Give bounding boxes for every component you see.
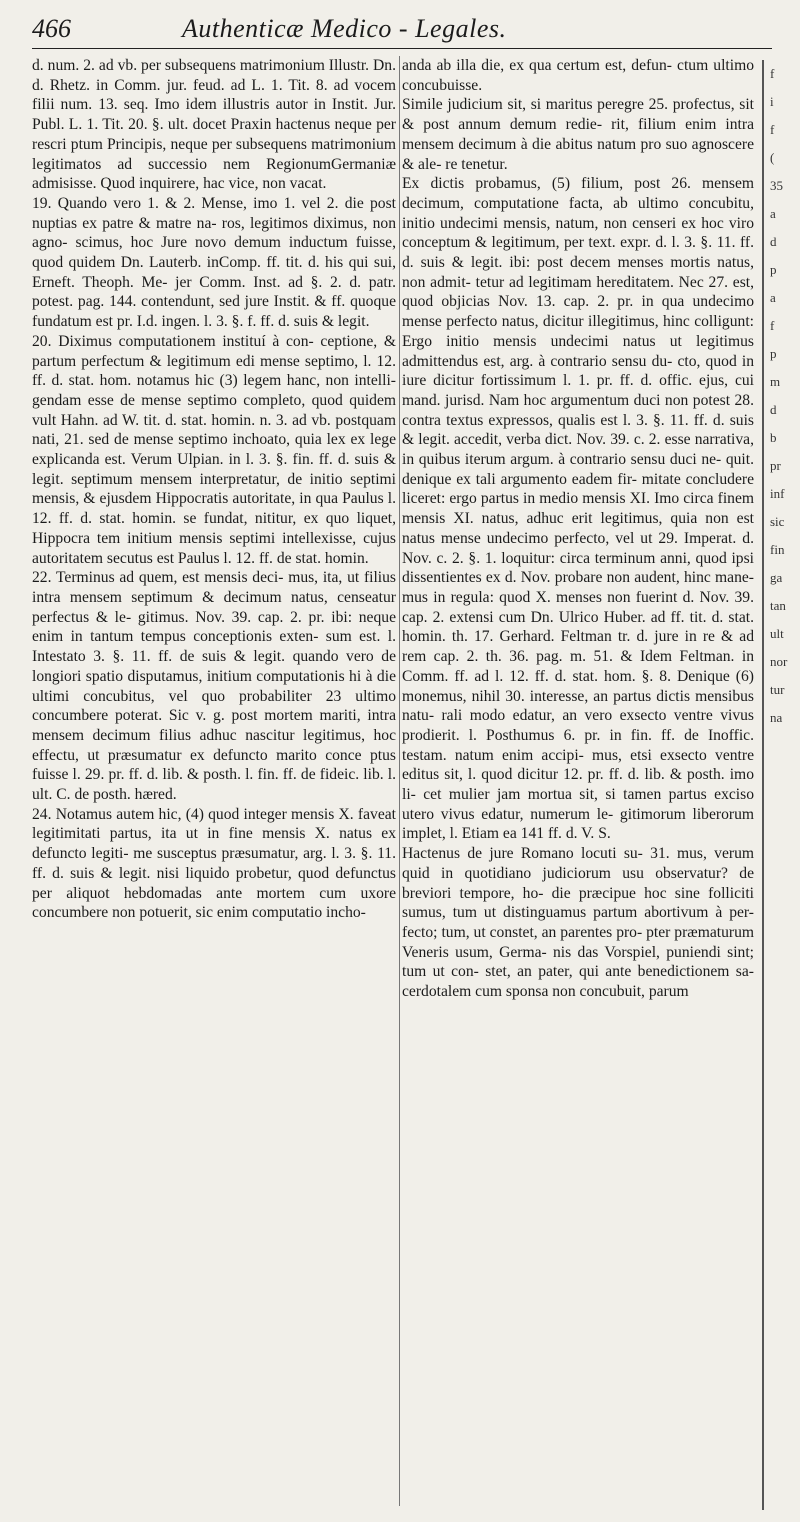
margin-fragment: f	[770, 66, 775, 81]
margin-fragment: nor	[770, 654, 788, 669]
margin-fragment: d	[770, 234, 777, 249]
margin-fragment: p	[770, 346, 777, 361]
right-column	[402, 56, 754, 1506]
paragraph: 19. Quando vero 1. & 2. Mense, imo 1. vel 2. die post nuptias ex patre & matre na- ros, legitimos diximus, non agno- scimus, hoc Jure novo demum inductum fuisse, quod quidem Dn. Lauterb. inComp. ff. tit. d. his qui sui, Erneft. Theoph. Me- jer Comm. Inst. ad §. 2. d. patr. potest. pag. 144. contendunt, sed jure Instit. & ff. quoque fundatum est pr. I.d. ingen. l. 3. §. f. ff. d. suis & legit.	[32, 194, 396, 331]
paragraph: 22. Terminus ad quem, est mensis deci- mus, ita, ut filius intra mensem septimum & decimum natus, censeatur perfectus & le- gitimus. Nov. 39. cap. 2. pr. ibi: neque enim in tantum tempus conceptionis exten- sum est. l. Intestato 3. §. 11. ff. de suis & legit. quando vero de longiori spatio disputamus, initium computationis hi à die ultimi concubitus, vel quo probabiliter 23 ultimo concumbere poterat. Sic v. g. post mortem mariti, intra mensem decimum filius adhuc nascitur legitimus, hoc effectu, ut præsumatur ex defuncto marito conce ptus fuisse l. 29. pr. ff. d. lib. & posth. l. fin. ff. de fideic. lib. l. ult. C. de posth. hæred.	[32, 569, 396, 804]
margin-fragment: (	[770, 150, 775, 165]
margin-fragment: tur	[770, 682, 785, 697]
facing-page-margin	[762, 60, 800, 1510]
margin-fragment: i	[770, 94, 774, 109]
margin-fragment: a	[770, 290, 776, 305]
margin-fragment: d	[770, 402, 777, 417]
margin-fragment: fin	[770, 542, 785, 557]
paragraph: anda ab illa die, ex qua certum est, defun- ctum ultimo concubuisse.	[402, 57, 754, 94]
margin-fragment: ult	[770, 626, 784, 641]
paragraph: 20. Diximus computationem instituí à con- ceptione, & partum perfectum & legitimum edi mense septimo, l. 12. ff. d. stat. hom. notamus hic (3) legem hanc, non intelli- gendam esse de mense septimo completo, quod quidem vult Hahn. ad W. tit. d. stat. homin. n. 3. ad vb. postquam nati, 21. sed de mense septimo inchoato, quia lex ex lege explicanda est. Verum Ulpian. in l. 3. §. fin. ff. d. suis & legit. septimum mensem interpretatur, de initio septimi mensis, & ejusdem Hippocratis autoritate, in qua Paulus l. 12. ff. d. stat. homin. se fundat, nititur, ex quo liquet, Hippocra tem initium mensis septimi intellexisse, cujus autoritatem secutus est Paulus l. 12. ff. de stat. homin.	[32, 332, 396, 567]
margin-fragment: a	[770, 206, 776, 221]
margin-fragment: sic	[770, 514, 785, 529]
margin-fragment: m	[770, 374, 781, 389]
paragraph: Ex dictis probamus, (5) filium, post 26. mensem decimum, computatione facta, ab ultimo concubitu, initio undecimi mensis, natum, non censeri ex hoc viro conceptum & legitimum, per text. expr. d. l. 3. §. 11. ff. d. suis & legit. ibi: post decem menses mortis natus, non admit- tetur ad legitimam hereditatem. Nec 27. est, quod objicias Nov. 13. cap. 2. pr. in qua undecimo mense perfecto natus, dicitur illegitimus, hinc colligunt: Ergo initio mensis undecimi natus ut legitimus admittendus est, arg. à contrario sensu du- cto, quod in iure dicitur fortissimum l. 1. pr. ff. d. offic. ejus, cui mand. jurisd. Nam hoc argumentum duci non potest 28. contra textus expressos, qualis est l. 3. §. 11. ff. d. suis & legit. accedit, verba dict. Nov. 39. c. 2. esse narrativa, in quibus iterum argum. à contrario sensu duci ne- quit. denique ex tali argumento eadem fir- mitate concludere liceret: ergo partus in medio mensis XI. Imo circa finem mensis XI. natus, adhuc erit legitimus, quia non est natus mense undecimo perfecto, vel ut 29. Imperat. d. Nov. c. 2. §. 1. loquitur: circa terminum anni, quod ipsi dissentientes ex d. Nov. probare non audent, hinc mane- mus in regula: quod X. menses non fuerint d. Nov. 39. cap. 2. extensi cum Dn. Ulrico Huber. ad ff. tit. d. stat. homin. th. 17. Gerhard. Feltman tr. d. jure in re & ad rem cap. 2. th. 36. pag. m. 51. & Idem Feltman. in Comm. ff. ad l. 12. ff. d. stat. hom. §. 8. Denique (6) monemus, nihil 30. interesse, an partus dictis mensibus natu- rali modo edatur, an vero exsecto ventre vivus prodierit. l. Posthumus 6. pr. in fin. ff. de Inoffic. testam. natum enim accipi- mus, etsi exsecto ventre editus sit, l. quod dicitur 12. pr. ff. d. lib. & posth. imo li- cet mulier jam mortua sit, si tamen partus exciso utero vivus edatur, numerum le- gitimorum liberorum implet, l. Etiam ea 141 ff. d. V. S.	[402, 175, 754, 843]
running-head: Authenticæ Medico - Legales.	[182, 14, 507, 43]
margin-fragment: f	[770, 318, 775, 333]
margin-fragment: tan	[770, 598, 786, 613]
page-header	[32, 12, 772, 49]
page-number: 466	[32, 14, 71, 43]
column-divider	[399, 56, 400, 1506]
margin-fragment: pr	[770, 458, 781, 473]
paragraph: Hactenus de jure Romano locuti su- 31. mus, verum quid in quotidiano judiciorum usu observatur? de breviori tempore, ho- die præcipue hoc sine folliciti sumus, tum ut distinguamus partum abortivum à per- fecto; tum, ut constet, an parentes pro- pter præmaturum Veneris usum, Germa- nis das Vorspiel, puniendi sint; tum ut con- stet, an pater, qui ante benedictionem sa- cerdotalem cum sponsa non concubuit, parum	[402, 845, 754, 1001]
margin-fragment: inf	[770, 486, 785, 501]
margin-fragment: f	[770, 122, 775, 137]
margin-fragment: 35	[770, 178, 783, 193]
margin-fragment: b	[770, 430, 777, 445]
margin-fragment: p	[770, 262, 777, 277]
left-column	[32, 56, 396, 1506]
margin-fragment: na	[770, 710, 783, 725]
margin-fragment: ga	[770, 570, 783, 585]
paragraph: d. num. 2. ad vb. per subsequens matrimonium Illustr. Dn. d. Rhetz. in Comm. jur. feud. ad L. 1. Tit. 8. ad vocem filii num. 13. seq. Imo idem illustris autor in Instit. Jur. Publ. L. 1. Tit. 20. §. ult. docet Praxin hactenus neque per rescri ptum Principis, neque per subsequens matrimonium legitimatos ad successio nem RegionumGermaniæ admisisse. Quod inquirere, hac vice, non vacat.	[32, 57, 396, 193]
paragraph: Simile judicium sit, si maritus peregre 25. profectus, sit & post annum demum redie- rit, filium enim intra mensem decimum à die abitus natum pro suo agnoscere & ale- re tenetur.	[402, 96, 754, 173]
paragraph: 24. Notamus autem hic, (4) quod integer mensis X. faveat legitimitati partus, ita ut in fine mensis X. natus ex defuncto legiti- me susceptus præsumatur, arg. l. 3. §. 11. ff. d. suis & legit. nisi liquido probetur, quod defunctus per aliquot hebdomadas ante mortem cum uxore concumbere non potuerit, sic enim computatio incho-	[32, 805, 396, 922]
